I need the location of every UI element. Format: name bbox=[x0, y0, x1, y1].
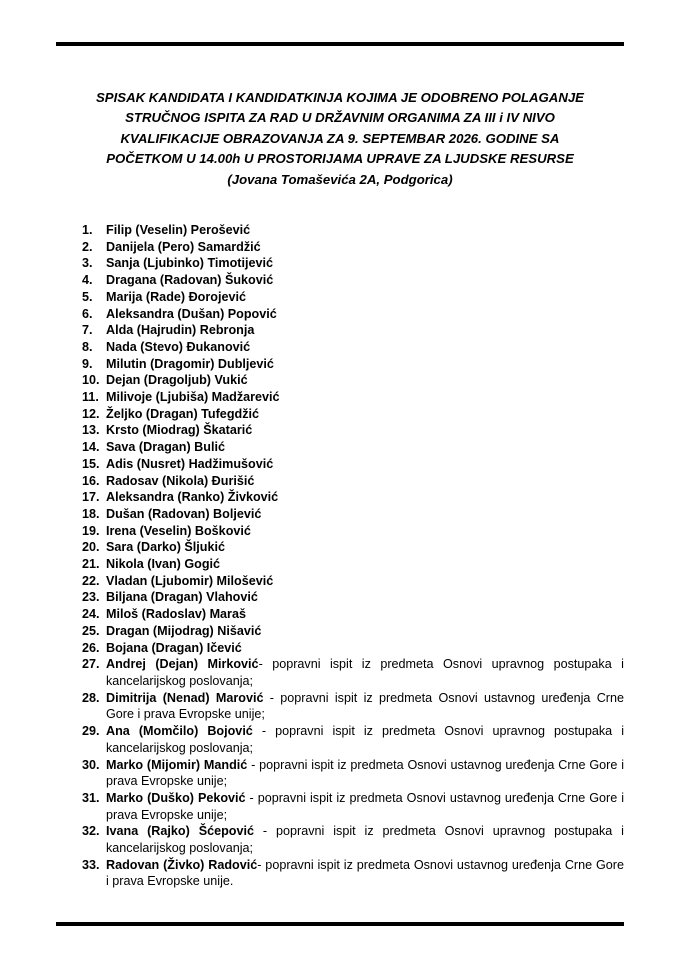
item-number: 6. bbox=[82, 306, 93, 321]
candidate-name: Filip (Veselin) Perošević bbox=[106, 223, 251, 237]
list-item bbox=[82, 339, 624, 356]
item-text bbox=[106, 857, 624, 890]
item-text bbox=[106, 439, 624, 456]
item-number: 33. bbox=[82, 857, 100, 872]
list-item bbox=[82, 523, 624, 540]
candidate-name: Adis (Nusret) Hadžimušović bbox=[106, 456, 274, 471]
item-text bbox=[106, 422, 624, 439]
list-item bbox=[82, 289, 624, 306]
list-item bbox=[82, 422, 624, 439]
candidate-name: Radovan (Živko) Radović bbox=[106, 857, 258, 872]
candidate-name: Radosav (Nikola) Đurišić bbox=[106, 473, 255, 488]
item-text bbox=[106, 356, 624, 373]
item-text bbox=[106, 306, 624, 323]
list-item bbox=[82, 255, 624, 272]
item-number: 22. bbox=[82, 573, 100, 588]
item-text bbox=[106, 456, 624, 473]
item-text bbox=[106, 823, 624, 856]
candidate-name: Miloš (Radoslav) Maraš bbox=[106, 607, 246, 622]
item-text bbox=[106, 723, 624, 756]
list-item bbox=[82, 489, 624, 506]
item-text bbox=[106, 690, 624, 723]
item-text bbox=[106, 640, 624, 657]
item-text bbox=[106, 606, 624, 623]
candidate-name: Alda (Hajrudin) Rebronja bbox=[106, 323, 255, 338]
item-text bbox=[106, 255, 624, 272]
candidate-list bbox=[82, 222, 624, 890]
candidate-name: Milutin (Dragomir) Dubljević bbox=[106, 356, 274, 371]
item-text bbox=[106, 523, 624, 540]
list-item bbox=[82, 306, 624, 323]
candidate-name: Sava (Dragan) Bulić bbox=[106, 440, 225, 455]
list-item bbox=[82, 623, 624, 640]
bottom-rule bbox=[56, 922, 624, 926]
document-title bbox=[60, 88, 620, 190]
item-text bbox=[106, 556, 624, 573]
list-item bbox=[82, 656, 624, 689]
item-number: 9. bbox=[82, 356, 93, 371]
item-number: 21. bbox=[82, 557, 100, 572]
list-item bbox=[82, 222, 624, 239]
candidate-name: Aleksandra (Ranko) Živković bbox=[106, 490, 279, 505]
candidate-name: Marko (Duško) Peković bbox=[106, 790, 246, 805]
candidate-name: Milivoje (Ljubiša) Madžarević bbox=[106, 390, 280, 405]
item-number: 24. bbox=[82, 607, 100, 622]
list-item bbox=[82, 473, 624, 490]
candidate-name: Vladan (Ljubomir) Milošević bbox=[106, 573, 274, 588]
item-number: 16. bbox=[82, 473, 100, 488]
list-item bbox=[82, 439, 624, 456]
candidate-name: Nada (Stevo) Đukanović bbox=[106, 339, 251, 354]
item-number: 1. bbox=[82, 223, 93, 237]
list-item bbox=[82, 322, 624, 339]
candidate-name: Irena (Veselin) Bošković bbox=[106, 523, 251, 538]
candidate-name: Ivana (Rajko) Šćepović bbox=[106, 824, 254, 839]
candidate-name: Andrej (Dejan) Mirković bbox=[106, 657, 259, 672]
list-item bbox=[82, 539, 624, 556]
list-item bbox=[82, 573, 624, 590]
item-number: 32. bbox=[82, 824, 100, 839]
candidate-name: Marko (Mijomir) Mandić bbox=[106, 757, 248, 772]
candidate-name: Bojana (Dragan) Ičević bbox=[106, 640, 242, 655]
item-text bbox=[106, 757, 624, 790]
item-number: 4. bbox=[82, 273, 93, 288]
title-line: STRUČNOG ISPITA ZA RAD U DRŽAVNIM ORGANIMA ZA III i IV NIVO bbox=[125, 110, 555, 126]
item-text bbox=[106, 389, 624, 406]
item-text bbox=[106, 489, 624, 506]
candidate-name: Danijela (Pero) Samardžić bbox=[106, 239, 261, 254]
list-item bbox=[82, 690, 624, 723]
item-text bbox=[106, 339, 624, 356]
item-number: 28. bbox=[82, 690, 100, 705]
candidate-name: Dimitrija (Nenad) Marović bbox=[106, 690, 264, 705]
item-number: 2. bbox=[82, 239, 93, 254]
candidate-name: Nikola (Ivan) Gogić bbox=[106, 557, 221, 572]
title-line: KVALIFIKACIJE OBRAZOVANJA ZA 9. SEPTEMBAR 2026. GODINE SA bbox=[120, 130, 560, 146]
item-number: 27. bbox=[82, 657, 100, 672]
candidate-name: Sara (Darko) Šljukić bbox=[106, 540, 225, 555]
candidate-name: Dragana (Radovan) Šuković bbox=[106, 273, 274, 288]
candidate-name: Dejan (Dragoljub) Vukić bbox=[106, 373, 248, 388]
item-number: 17. bbox=[82, 490, 100, 505]
item-number: 11. bbox=[82, 390, 99, 405]
title-line: (Jovana Tomaševića 2A, Podgorica) bbox=[227, 171, 453, 187]
item-text bbox=[106, 506, 624, 523]
item-number: 30. bbox=[82, 757, 100, 772]
item-text bbox=[106, 406, 624, 423]
item-number: 15. bbox=[82, 456, 100, 471]
item-number: 10. bbox=[82, 373, 100, 388]
candidate-name: Krsto (Miodrag) Škatarić bbox=[106, 423, 253, 438]
candidate-name: Sanja (Ljubinko) Timotijević bbox=[106, 256, 274, 271]
list-item bbox=[82, 606, 624, 623]
item-number: 31. bbox=[82, 790, 100, 805]
item-text bbox=[106, 289, 624, 306]
list-item bbox=[82, 790, 624, 823]
item-text bbox=[106, 623, 624, 640]
item-number: 23. bbox=[82, 590, 100, 605]
list-item bbox=[82, 406, 624, 423]
retake-note: - popravni ispit iz predmeta Osnovi upravnog postupaka i kancelarijskog poslovanja; bbox=[106, 657, 624, 688]
list-item bbox=[82, 857, 624, 890]
candidate-name: Dušan (Radovan) Boljević bbox=[106, 506, 262, 521]
item-number: 7. bbox=[82, 323, 93, 338]
item-text bbox=[106, 222, 624, 239]
item-number: 5. bbox=[82, 289, 93, 304]
item-text bbox=[106, 473, 624, 490]
item-number: 20. bbox=[82, 540, 100, 555]
list-item bbox=[82, 640, 624, 657]
top-rule bbox=[56, 42, 624, 46]
list-item bbox=[82, 589, 624, 606]
list-item bbox=[82, 239, 624, 256]
list-item bbox=[82, 823, 624, 856]
list-item bbox=[82, 372, 624, 389]
item-text bbox=[106, 372, 624, 389]
list-item bbox=[82, 506, 624, 523]
item-text bbox=[106, 539, 624, 556]
retake-note: - popravni ispit iz predmeta Osnovi upravnog postupaka i kancelarijskog poslovanja; bbox=[106, 724, 624, 755]
retake-note: - popravni ispit iz predmeta Osnovi ustavnog uređenja Crne Gore i prava Evropske unije; bbox=[106, 690, 625, 722]
item-number: 25. bbox=[82, 623, 100, 638]
item-number: 19. bbox=[82, 523, 100, 538]
item-text bbox=[106, 239, 624, 256]
retake-note: - popravni ispit iz predmeta Osnovi ustavnog uređenja Crne Gore i prava Evropske unije; bbox=[106, 757, 624, 789]
retake-note: - popravni ispit iz predmeta Osnovi upravnog postupaka i kancelarijskog poslovanja; bbox=[106, 824, 624, 856]
list-item bbox=[82, 723, 624, 756]
candidate-name: Marija (Rade) Đorojević bbox=[106, 289, 246, 304]
item-number: 14. bbox=[82, 440, 100, 455]
retake-note: - popravni ispit iz predmeta Osnovi ustavnog uređenja Crne Gore i prava Evropske unije; bbox=[106, 790, 624, 822]
item-number: 12. bbox=[82, 406, 100, 421]
candidate-name: Aleksandra (Dušan) Popović bbox=[106, 306, 277, 321]
item-text bbox=[106, 656, 624, 689]
item-number: 29. bbox=[82, 724, 100, 739]
item-number: 13. bbox=[82, 423, 100, 438]
candidate-name: Željko (Dragan) Tufegdžić bbox=[106, 406, 260, 421]
item-text bbox=[106, 272, 624, 289]
list-item bbox=[82, 389, 624, 406]
item-number: 18. bbox=[82, 506, 100, 521]
item-text bbox=[106, 589, 624, 606]
candidate-name: Ana (Momčilo) Bojović bbox=[106, 724, 253, 739]
item-text bbox=[106, 573, 624, 590]
list-item bbox=[82, 757, 624, 790]
list-item bbox=[82, 456, 624, 473]
candidate-name: Biljana (Dragan) Vlahović bbox=[106, 590, 258, 605]
list-item bbox=[82, 272, 624, 289]
item-text bbox=[106, 322, 624, 339]
list-item bbox=[82, 556, 624, 573]
candidate-name: Dragan (Mijodrag) Nišavić bbox=[106, 623, 262, 638]
retake-note: - popravni ispit iz predmeta Osnovi ustavnog uređenja Crne Gore i prava Evropske unije. bbox=[106, 857, 624, 889]
title-line: POČETKOM U 14.00h U PROSTORIJAMA UPRAVE ZA LJUDSKE RESURSE bbox=[106, 151, 574, 167]
item-number: 3. bbox=[82, 256, 93, 271]
title-line: SPISAK KANDIDATA I KANDIDATKINJA KOJIMA JE ODOBRENO POLAGANJE bbox=[96, 90, 584, 105]
item-number: 8. bbox=[82, 339, 93, 354]
list-item bbox=[82, 356, 624, 373]
item-text bbox=[106, 790, 624, 823]
item-number: 26. bbox=[82, 640, 100, 655]
